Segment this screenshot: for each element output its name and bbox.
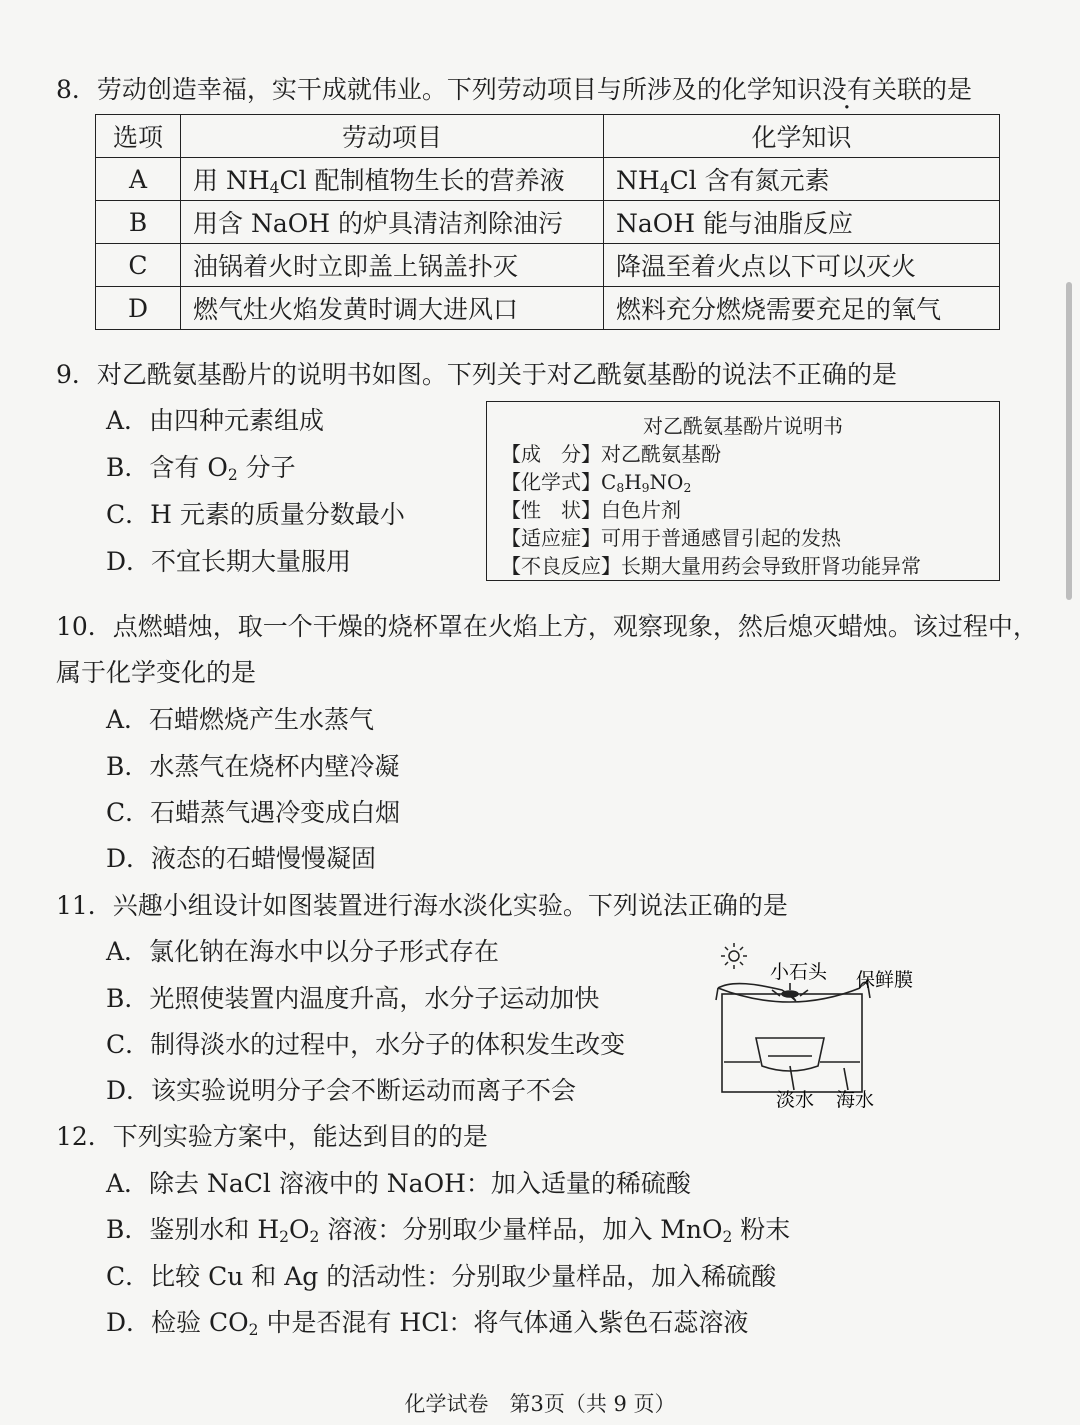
row-labor: 油锅着火时立即盖上锅盖扑灭	[181, 244, 604, 287]
page-footer: 化学试卷 第3页（共 9 页）	[404, 1392, 676, 1416]
row-labor: 用 $NH_4Cl$ 配制植物生长的营养液	[181, 158, 604, 201]
row-knowledge: 降温至着火点以下可以灭火	[604, 244, 1000, 287]
row-knowledge: $NH_4Cl$ 含有氮元素	[604, 158, 1000, 201]
q12-option-a: A．除去 NaCl 溶液中的 NaOH：加入适量的稀硫酸	[106, 1169, 691, 1198]
q9-stem: 9．对乙酰氨基酚片的说明书如图。下列关于对乙酰氨基酚的说法不正确的是	[56, 360, 897, 389]
q9-option-d: D．不宜长期大量服用	[106, 547, 352, 576]
q9-emphasis: 不正确	[771, 360, 847, 389]
label-row: 【性 状】白色片剂	[501, 498, 681, 522]
label-row: 【不良反应】长期大量用药会导致肝肾功能异常	[501, 554, 921, 578]
q11-option-c: C．制得淡水的过程中，水分子的体积发生改变	[106, 1030, 626, 1059]
row-option: B	[96, 201, 181, 244]
apparatus-drawing	[716, 982, 870, 1092]
q11-stem: 11．兴趣小组设计如图装置进行海水淡化实验。下列说法正确的是	[56, 891, 788, 920]
q12-stem: 12．下列实验方案中，能达到目的的是	[56, 1122, 488, 1151]
q10-option-b: B．水蒸气在烧杯内壁冷凝	[106, 752, 400, 781]
label-film: 保鲜膜	[856, 969, 914, 991]
q11-option-a: A．氯化钠在海水中以分子形式存在	[106, 937, 500, 966]
row-knowledge: 燃料充分燃烧需要充足的氧气	[604, 287, 1000, 330]
header-option: 选项	[96, 115, 181, 158]
desalination-apparatus	[712, 938, 942, 1118]
scrollbar[interactable]	[1066, 282, 1072, 600]
label-seawater: 海水	[836, 1089, 875, 1111]
q9-option-c: C．H 元素的质量分数最小	[106, 500, 405, 529]
table-row	[96, 201, 1000, 244]
label-title: 对乙酰氨基酚片说明书	[643, 414, 843, 438]
row-option: C	[96, 244, 181, 287]
row-option: D	[96, 287, 181, 330]
table-header-row	[96, 115, 1000, 158]
q11-option-b: B．光照使装置内温度升高，水分子运动加快	[106, 984, 600, 1013]
table-row	[96, 158, 1000, 201]
q9-option-a: A．由四种元素组成	[106, 406, 325, 435]
label-fresh-water: 淡水	[776, 1089, 815, 1111]
table-row	[96, 287, 1000, 330]
q10-stem-cont: 属于化学变化的是	[56, 658, 257, 687]
header-labor: 劳动项目	[181, 115, 604, 158]
q11-option-d: D．该实验说明分子会不断运动而离子不会	[106, 1076, 577, 1105]
q10-stem: 10．点燃蜡烛，取一个干燥的烧杯罩在火焰上方，观察现象，然后熄灭蜡烛。该过程中，	[56, 612, 1038, 641]
row-labor: 用含 NaOH 的炉具清洁剂除油污	[181, 201, 604, 244]
label-row: 【适应症】可用于普通感冒引起的发热	[501, 526, 841, 550]
q9-option-b: B．含有 $O_2$ 分子	[106, 453, 296, 484]
header-knowledge: 化学知识	[604, 115, 1000, 158]
table-row	[96, 244, 1000, 287]
q10-option-c: C．石蜡蒸气遇冷变成白烟	[106, 798, 401, 827]
row-knowledge: NaOH 能与油脂反应	[604, 201, 1000, 244]
label-stone: 小石头	[770, 961, 828, 983]
medicine-label	[486, 401, 1000, 581]
q8-stem: 8．劳动创造幸福，实干成就伟业。下列劳动项目与所涉及的化学知识没有关联的是	[56, 75, 972, 104]
row-labor: 燃气灶火焰发黄时调大进风口	[181, 287, 604, 330]
q10-option-d: D．液态的石蜡慢慢凝固	[106, 844, 377, 873]
row-option: A	[96, 158, 181, 201]
q8-emphasis: 没有	[821, 75, 872, 104]
q10-option-a: A．石蜡燃烧产生水蒸气	[106, 705, 375, 734]
q12-option-d: D．检验 $CO_2$ 中是否混有 HCl：将气体通入紫色石蕊溶液	[106, 1308, 749, 1339]
q12-option-c: C．比较 Cu 和 Ag 的活动性：分别取少量样品，加入稀硫酸	[106, 1262, 777, 1291]
label-row: 【成 分】对乙酰氨基酚	[501, 442, 721, 466]
q8-table	[95, 114, 1000, 330]
q12-option-b: B．鉴别水和 $H_2O_2$ 溶液：分别取少量样品，加入 MnO$_2$ 粉末	[106, 1215, 791, 1246]
sun-icon	[721, 943, 747, 969]
label-row: 【化学式】$C_8H_9NO_2$	[501, 470, 692, 496]
